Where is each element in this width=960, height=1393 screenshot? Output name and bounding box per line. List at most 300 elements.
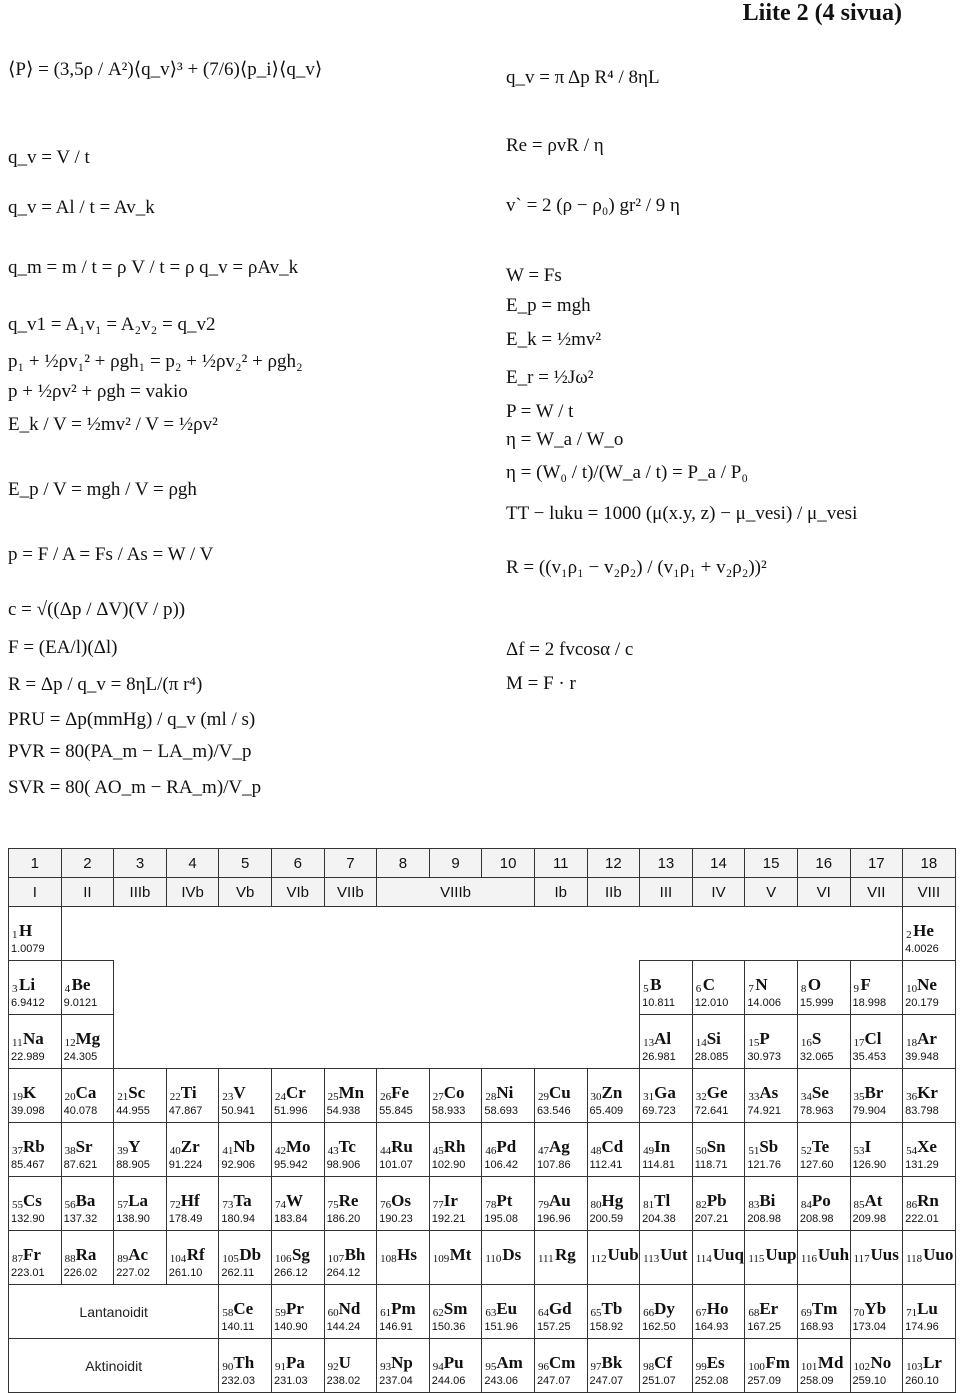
element-cell	[850, 1123, 903, 1177]
element-symbol: Ds	[502, 1245, 522, 1264]
element-cell	[219, 1177, 272, 1231]
empty-cell	[219, 1015, 272, 1069]
atomic-number: 68	[748, 1307, 760, 1319]
element-cell	[903, 1231, 956, 1285]
element-symbol: Mg	[75, 1029, 101, 1048]
atomic-number: 105	[222, 1253, 239, 1265]
atomic-number: 14	[695, 1037, 707, 1049]
group-roman: VIIIb	[377, 878, 535, 907]
atomic-number: 34	[800, 1091, 812, 1103]
atomic-mass: 252.08	[694, 1375, 729, 1387]
atomic-mass: 95.942	[273, 1159, 308, 1171]
element-symbol: Cm	[548, 1353, 576, 1372]
element-cell	[797, 1177, 850, 1231]
atomic-mass: 28.085	[694, 1051, 729, 1063]
atomic-mass: 247.07	[536, 1375, 571, 1387]
element-cell	[377, 1339, 430, 1393]
element-symbol: Ar	[917, 1029, 937, 1048]
atomic-number: 1	[12, 929, 18, 941]
atomic-mass: 51.996	[273, 1105, 308, 1117]
atomic-number: 96	[537, 1361, 549, 1373]
empty-cell	[271, 1015, 324, 1069]
atomic-mass: 114.81	[642, 1159, 675, 1171]
atomic-number: 57	[117, 1199, 129, 1211]
atomic-number: 115	[748, 1253, 765, 1265]
element-cell	[745, 1231, 798, 1285]
atomic-number: 107	[327, 1253, 345, 1265]
element-cell	[692, 1231, 745, 1285]
atomic-number: 4	[64, 983, 71, 995]
atomic-number: 75	[327, 1199, 339, 1211]
formula-line: E_r = ½Jω²	[506, 367, 594, 388]
group-roman: II	[61, 878, 114, 907]
element-cell	[640, 1285, 693, 1339]
atomic-mass: 63.546	[536, 1105, 571, 1117]
element-cell	[61, 1177, 114, 1231]
atomic-number: 100	[748, 1361, 765, 1373]
atomic-mass: 231.03	[273, 1375, 308, 1387]
element-cell	[9, 961, 62, 1015]
atomic-number: 118	[906, 1253, 923, 1265]
atomic-mass: 18.998	[852, 997, 887, 1009]
element-cell	[534, 1069, 587, 1123]
element-symbol: Ba	[75, 1191, 96, 1210]
element-symbol: Pr	[285, 1299, 304, 1318]
element-symbol: No	[870, 1353, 892, 1372]
element-symbol: F	[860, 975, 871, 994]
element-symbol: Dy	[654, 1299, 675, 1318]
element-symbol: Md	[817, 1353, 844, 1372]
atomic-mass: 14.006	[747, 997, 781, 1009]
atomic-mass: 209.98	[852, 1213, 887, 1225]
element-symbol: Sm	[443, 1299, 468, 1318]
atomic-number: 88	[64, 1253, 76, 1265]
element-cell	[219, 1285, 272, 1339]
atomic-mass: 266.12	[273, 1267, 308, 1279]
atomic-number: 83	[748, 1199, 760, 1211]
element-cell	[271, 1177, 324, 1231]
atomic-number: 40	[169, 1145, 181, 1157]
element-symbol: I	[864, 1137, 872, 1156]
element-symbol: Uub	[607, 1245, 639, 1264]
empty-cell	[429, 961, 482, 1015]
element-symbol: Be	[71, 975, 91, 994]
element-cell	[166, 1123, 219, 1177]
atomic-number: 110	[485, 1253, 502, 1265]
element-symbol: Au	[548, 1191, 571, 1210]
atomic-number: 49	[643, 1145, 655, 1157]
group-roman: IIIb	[114, 878, 167, 907]
atomic-number: 37	[12, 1145, 23, 1157]
element-cell	[903, 1123, 956, 1177]
atomic-mass: 200.59	[589, 1213, 624, 1225]
element-symbol: Hg	[601, 1191, 624, 1210]
atomic-mass: 180.94	[221, 1213, 256, 1225]
group-roman: III	[640, 878, 693, 907]
atomic-mass: 146.91	[379, 1321, 413, 1333]
atomic-mass: 204.38	[642, 1213, 676, 1225]
atomic-mass: 207.21	[694, 1213, 729, 1225]
atomic-mass: 78.963	[799, 1105, 834, 1117]
formula-line: R = Δp / q_v = 8ηL/(π r⁴)	[8, 674, 203, 695]
atomic-mass: 251.07	[642, 1375, 676, 1387]
element-symbol: Ir	[443, 1191, 458, 1210]
element-symbol: Fe	[391, 1083, 410, 1102]
element-cell	[482, 1069, 535, 1123]
formula-line: P = W / t	[506, 401, 574, 422]
element-symbol: Ag	[548, 1137, 570, 1156]
element-symbol: Er	[759, 1299, 779, 1318]
element-cell	[640, 1015, 693, 1069]
empty-cell	[692, 907, 745, 961]
atomic-mass: 107.86	[536, 1159, 571, 1171]
element-symbol: Sb	[759, 1137, 779, 1156]
element-cell	[9, 1069, 62, 1123]
element-cell	[587, 1339, 640, 1393]
element-cell	[797, 1339, 850, 1393]
atomic-number: 62	[432, 1307, 444, 1319]
atomic-mass: 101.07	[379, 1159, 413, 1171]
element-symbol: Xe	[917, 1137, 937, 1156]
group-number: 14	[692, 849, 745, 878]
group-number: 16	[797, 849, 850, 878]
atomic-number: 91	[274, 1361, 286, 1373]
element-cell	[377, 1177, 430, 1231]
element-cell	[9, 907, 62, 961]
empty-cell	[219, 907, 272, 961]
element-symbol: Hs	[397, 1245, 417, 1264]
atomic-number: 90	[222, 1361, 234, 1373]
atomic-number: 21	[117, 1091, 129, 1103]
element-cell	[114, 1177, 167, 1231]
element-symbol: Am	[496, 1353, 523, 1372]
atomic-mass: 140.11	[221, 1321, 255, 1333]
element-cell	[482, 1285, 535, 1339]
atomic-number: 113	[643, 1253, 660, 1265]
element-cell	[9, 1231, 62, 1285]
atomic-mass: 91.224	[168, 1159, 203, 1171]
group-number: 4	[166, 849, 219, 878]
element-symbol: Uus	[870, 1245, 899, 1264]
atomic-mass: 39.098	[11, 1105, 45, 1117]
element-symbol: Lu	[917, 1299, 938, 1318]
atomic-number: 60	[327, 1307, 339, 1319]
atomic-number: 18	[906, 1037, 918, 1049]
empty-cell	[114, 907, 167, 961]
atomic-number: 58	[222, 1307, 234, 1319]
empty-cell	[114, 961, 167, 1015]
atomic-mass: 58.693	[484, 1105, 518, 1117]
element-symbol: Th	[233, 1353, 255, 1372]
element-symbol: Sr	[75, 1137, 93, 1156]
element-cell	[429, 1285, 482, 1339]
atomic-number: 65	[590, 1307, 602, 1319]
atomic-number: 41	[222, 1145, 234, 1157]
empty-cell	[429, 1015, 482, 1069]
atomic-mass: 173.04	[852, 1321, 887, 1333]
formula-line: v` = 2 (ρ − ρ₀) gr² / 9 η	[506, 195, 680, 216]
formula-line: PVR = 80(PA_m − LA_m)/V_p	[8, 741, 252, 762]
atomic-number: 82	[695, 1199, 707, 1211]
element-cell	[9, 1123, 62, 1177]
atomic-number: 80	[590, 1199, 602, 1211]
atomic-number: 61	[380, 1307, 392, 1319]
element-cell	[324, 1123, 377, 1177]
atomic-number: 106	[274, 1253, 292, 1265]
element-symbol: Rn	[917, 1191, 939, 1210]
atomic-number: 28	[485, 1091, 497, 1103]
empty-cell	[114, 1015, 167, 1069]
atomic-number: 94	[432, 1361, 444, 1373]
atomic-mass: 238.02	[326, 1375, 361, 1387]
element-cell	[850, 1177, 903, 1231]
element-symbol: Na	[23, 1029, 44, 1048]
empty-cell	[377, 907, 430, 961]
atomic-number: 22	[169, 1091, 181, 1103]
atomic-mass: 40.078	[63, 1105, 98, 1117]
element-symbol: Lr	[923, 1353, 942, 1372]
element-symbol: Mn	[338, 1083, 365, 1102]
element-symbol: Tm	[811, 1299, 838, 1318]
element-cell	[745, 1123, 798, 1177]
group-roman: V	[745, 878, 798, 907]
atomic-number: 97	[590, 1361, 602, 1373]
group-number: 6	[271, 849, 324, 878]
atomic-number: 59	[274, 1307, 286, 1319]
element-cell	[640, 1069, 693, 1123]
atomic-mass: 55.845	[379, 1105, 413, 1117]
element-cell	[534, 1285, 587, 1339]
page-header: Liite 2 (4 sivua)	[742, 0, 902, 26]
element-cell	[745, 1285, 798, 1339]
element-symbol: Es	[706, 1353, 725, 1372]
element-cell	[534, 1339, 587, 1393]
atomic-mass: 12.010	[694, 997, 729, 1009]
atomic-number: 9	[853, 983, 859, 995]
atomic-mass: 226.02	[63, 1267, 98, 1279]
element-symbol: Ti	[180, 1083, 197, 1102]
atomic-number: 50	[695, 1145, 707, 1157]
atomic-mass: 162.50	[642, 1321, 676, 1333]
atomic-number: 101	[800, 1361, 818, 1373]
atomic-number: 10	[906, 983, 918, 995]
atomic-mass: 258.09	[799, 1375, 834, 1387]
element-symbol: Co	[443, 1083, 465, 1102]
element-symbol: Cd	[601, 1137, 624, 1156]
element-cell	[429, 1069, 482, 1123]
atomic-number: 45	[432, 1145, 444, 1157]
atomic-mass: 183.84	[273, 1213, 308, 1225]
empty-cell	[377, 1015, 430, 1069]
atomic-number: 63	[485, 1307, 497, 1319]
element-symbol: Ra	[75, 1245, 97, 1264]
group-roman: I	[9, 878, 62, 907]
atomic-mass: 98.906	[326, 1159, 361, 1171]
atomic-number: 86	[906, 1199, 918, 1211]
atomic-mass: 83.798	[905, 1105, 939, 1117]
element-cell	[429, 1123, 482, 1177]
empty-cell	[587, 1015, 640, 1069]
element-symbol: Pa	[285, 1353, 305, 1372]
atomic-number: 16	[800, 1037, 812, 1049]
atomic-mass: 232.03	[221, 1375, 256, 1387]
formula-line: η = W_a / W_o	[506, 429, 624, 450]
element-symbol: Pu	[443, 1353, 464, 1372]
atomic-mass: 106.42	[484, 1159, 518, 1171]
atomic-number: 24	[274, 1091, 286, 1103]
atomic-mass: 6.9412	[11, 997, 45, 1009]
empty-cell	[324, 907, 377, 961]
empty-cell	[219, 961, 272, 1015]
element-symbol: Gd	[548, 1299, 572, 1318]
element-cell	[271, 1339, 324, 1393]
formula-line: E_k / V = ½mv² / V = ½ρv²	[8, 414, 218, 435]
atomic-mass: 174.96	[905, 1321, 939, 1333]
atomic-mass: 227.02	[116, 1267, 150, 1279]
atomic-mass: 35.453	[852, 1051, 887, 1063]
element-symbol: Uuo	[923, 1245, 954, 1264]
formula-line: q_m = m / t = ρ V / t = ρ q_v = ρAv_k	[8, 257, 299, 278]
element-symbol: Os	[391, 1191, 411, 1210]
element-symbol: Fr	[23, 1245, 41, 1264]
element-symbol: Pm	[391, 1299, 416, 1318]
empty-cell	[166, 1015, 219, 1069]
element-symbol: He	[913, 921, 934, 940]
atomic-number: 25	[327, 1091, 339, 1103]
formula-line: Re = ρvR / η	[506, 135, 604, 156]
element-cell	[271, 1231, 324, 1285]
element-symbol: Se	[811, 1083, 829, 1102]
element-symbol: Uuq	[712, 1245, 744, 1264]
atomic-mass: 243.06	[484, 1375, 518, 1387]
formula-line: PRU = Δp(mmHg) / q_v (ml / s)	[8, 709, 256, 730]
empty-cell	[534, 961, 587, 1015]
element-symbol: Po	[811, 1191, 831, 1210]
element-cell	[114, 1123, 167, 1177]
atomic-number: 77	[432, 1199, 444, 1211]
atomic-number: 116	[800, 1253, 817, 1265]
atomic-number: 109	[432, 1253, 450, 1265]
empty-cell	[482, 961, 535, 1015]
element-cell	[429, 1339, 482, 1393]
element-symbol: Yb	[864, 1299, 887, 1318]
element-symbol: Sg	[291, 1245, 310, 1264]
element-cell	[9, 1177, 62, 1231]
element-symbol: Kr	[917, 1083, 938, 1102]
atomic-number: 84	[800, 1199, 812, 1211]
group-number: 12	[587, 849, 640, 878]
atomic-number: 71	[906, 1307, 918, 1319]
element-symbol: Np	[391, 1353, 413, 1372]
formula-line: p + ½ρv² + ρgh = vakio	[8, 381, 188, 402]
element-symbol: Br	[864, 1083, 884, 1102]
atomic-number: 54	[906, 1145, 918, 1157]
atomic-number: 42	[274, 1145, 286, 1157]
element-symbol: Eu	[496, 1299, 518, 1318]
element-cell	[534, 1177, 587, 1231]
atomic-mass: 158.92	[589, 1321, 624, 1333]
element-cell	[587, 1069, 640, 1123]
atomic-number: 32	[695, 1091, 707, 1103]
group-number: 9	[429, 849, 482, 878]
formula-line: M = F · r	[506, 673, 576, 694]
empty-cell	[534, 1015, 587, 1069]
atomic-mass: 157.25	[536, 1321, 571, 1333]
atomic-mass: 50.941	[221, 1105, 256, 1117]
atomic-number: 79	[537, 1199, 549, 1211]
element-cell	[587, 1123, 640, 1177]
element-symbol: Nd	[338, 1299, 361, 1318]
atomic-mass: 126.90	[852, 1159, 887, 1171]
atomic-number: 5	[643, 983, 649, 995]
element-cell	[903, 1285, 956, 1339]
empty-cell	[797, 907, 850, 961]
element-symbol: Ca	[75, 1083, 97, 1102]
group-roman: VIII	[903, 878, 956, 907]
element-symbol: Fm	[765, 1353, 790, 1372]
empty-cell	[166, 961, 219, 1015]
element-cell	[797, 1123, 850, 1177]
empty-cell	[271, 961, 324, 1015]
element-cell	[114, 1069, 167, 1123]
atomic-number: 44	[380, 1145, 392, 1157]
atomic-number: 76	[380, 1199, 392, 1211]
element-cell	[692, 1015, 745, 1069]
empty-cell	[377, 961, 430, 1015]
atomic-mass: 247.07	[589, 1375, 624, 1387]
element-symbol: Si	[706, 1029, 721, 1048]
atomic-mass: 178.49	[168, 1213, 203, 1225]
group-roman: VIb	[271, 878, 324, 907]
atomic-number: 72	[169, 1199, 181, 1211]
periodic-table	[8, 848, 956, 1393]
element-cell	[271, 1069, 324, 1123]
element-symbol: W	[285, 1191, 303, 1210]
atomic-mass: 39.948	[905, 1051, 939, 1063]
element-cell	[692, 1177, 745, 1231]
atomic-number: 93	[380, 1361, 392, 1373]
element-cell	[850, 1231, 903, 1285]
atomic-mass: 65.409	[589, 1105, 624, 1117]
element-cell	[692, 1285, 745, 1339]
atomic-mass: 140.90	[273, 1321, 308, 1333]
element-symbol: Ce	[233, 1299, 254, 1318]
element-symbol: Db	[239, 1245, 262, 1264]
element-cell	[482, 1123, 535, 1177]
empty-cell	[166, 907, 219, 961]
element-cell	[9, 1015, 62, 1069]
element-symbol: Tl	[654, 1191, 671, 1210]
group-roman: Vb	[219, 878, 272, 907]
group-roman: IV	[692, 878, 745, 907]
atomic-mass: 223.01	[11, 1267, 45, 1279]
atomic-number: 95	[485, 1361, 497, 1373]
formula-line: W = Fs	[506, 265, 562, 286]
formula-line: F = (EA/l)(Δl)	[8, 637, 118, 658]
atomic-number: 48	[590, 1145, 602, 1157]
element-symbol: Ge	[706, 1083, 728, 1102]
atomic-number: 64	[537, 1307, 549, 1319]
atomic-mass: 137.32	[63, 1213, 98, 1225]
element-symbol: Ru	[391, 1137, 413, 1156]
empty-cell	[850, 907, 903, 961]
element-symbol: Mt	[449, 1245, 472, 1264]
group-roman: IVb	[166, 878, 219, 907]
atomic-mass: 74.921	[747, 1105, 781, 1117]
element-symbol: Uup	[765, 1245, 797, 1264]
group-number: 11	[534, 849, 587, 878]
atomic-mass: 58.933	[431, 1105, 466, 1117]
